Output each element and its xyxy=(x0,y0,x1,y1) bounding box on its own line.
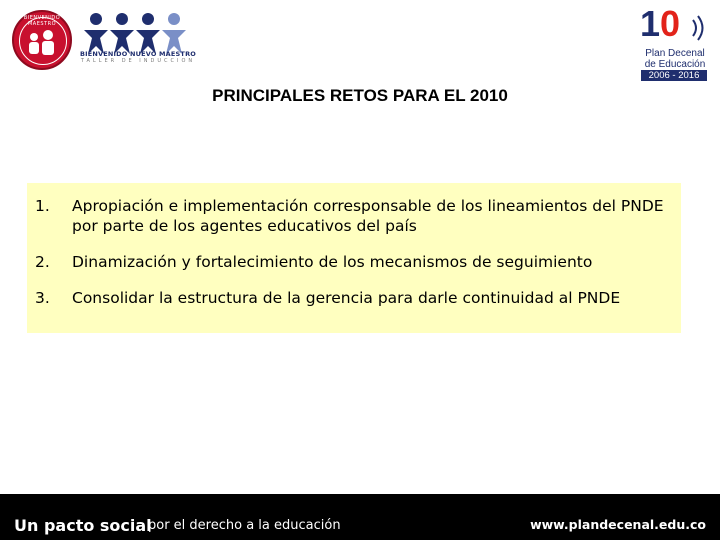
list-item-number: 3. xyxy=(35,289,50,307)
logo-ring-text: BIENVENIDO MAESTRO xyxy=(23,15,61,27)
number-one: 1 xyxy=(640,3,661,44)
list-item-text: Dinamización y fortalecimiento de los mecanismos de seguimiento xyxy=(72,253,593,271)
list-item xyxy=(35,196,681,236)
footer-url-link[interactable]: www.plandecenal.edu.co xyxy=(530,517,706,532)
footer-slogan-lead: Un pacto social xyxy=(14,516,152,535)
plan-decenal-line2: de Educación xyxy=(644,59,706,70)
number-zero: 0 xyxy=(660,3,681,44)
list-item xyxy=(35,252,681,272)
plan-decenal-years: 2006 - 2016 xyxy=(641,70,707,81)
list-item-text: Consolidar la estructura de la gerencia para darle continuidad al PNDE xyxy=(72,289,621,307)
footer-slogan-rest: por el derecho a la educación xyxy=(148,518,341,533)
list-item-number: 2. xyxy=(35,253,50,271)
footer-bar xyxy=(0,494,720,540)
list-item-text: Apropiación e implementación corresponsable de los lineamientos del PNDE por parte de los agentes educativos del país xyxy=(72,197,664,235)
nuevo-maestro-subtitle: TALLER DE INDUCCION xyxy=(80,58,196,64)
people-icon xyxy=(14,12,70,68)
bienvenido-maestro-logo xyxy=(12,10,72,70)
signal-waves-icon xyxy=(690,14,710,42)
list-item-number: 1. xyxy=(35,197,50,215)
retos-list xyxy=(27,183,681,333)
plan-decenal-number xyxy=(640,4,680,44)
page-title: PRINCIPALES RETOS PARA EL 2010 xyxy=(212,86,508,105)
plan-decenal-line1: Plan Decenal xyxy=(645,48,705,59)
nuevo-maestro-title: BIENVENIDO NUEVO MAESTRO xyxy=(79,50,196,58)
list-item xyxy=(35,288,681,308)
